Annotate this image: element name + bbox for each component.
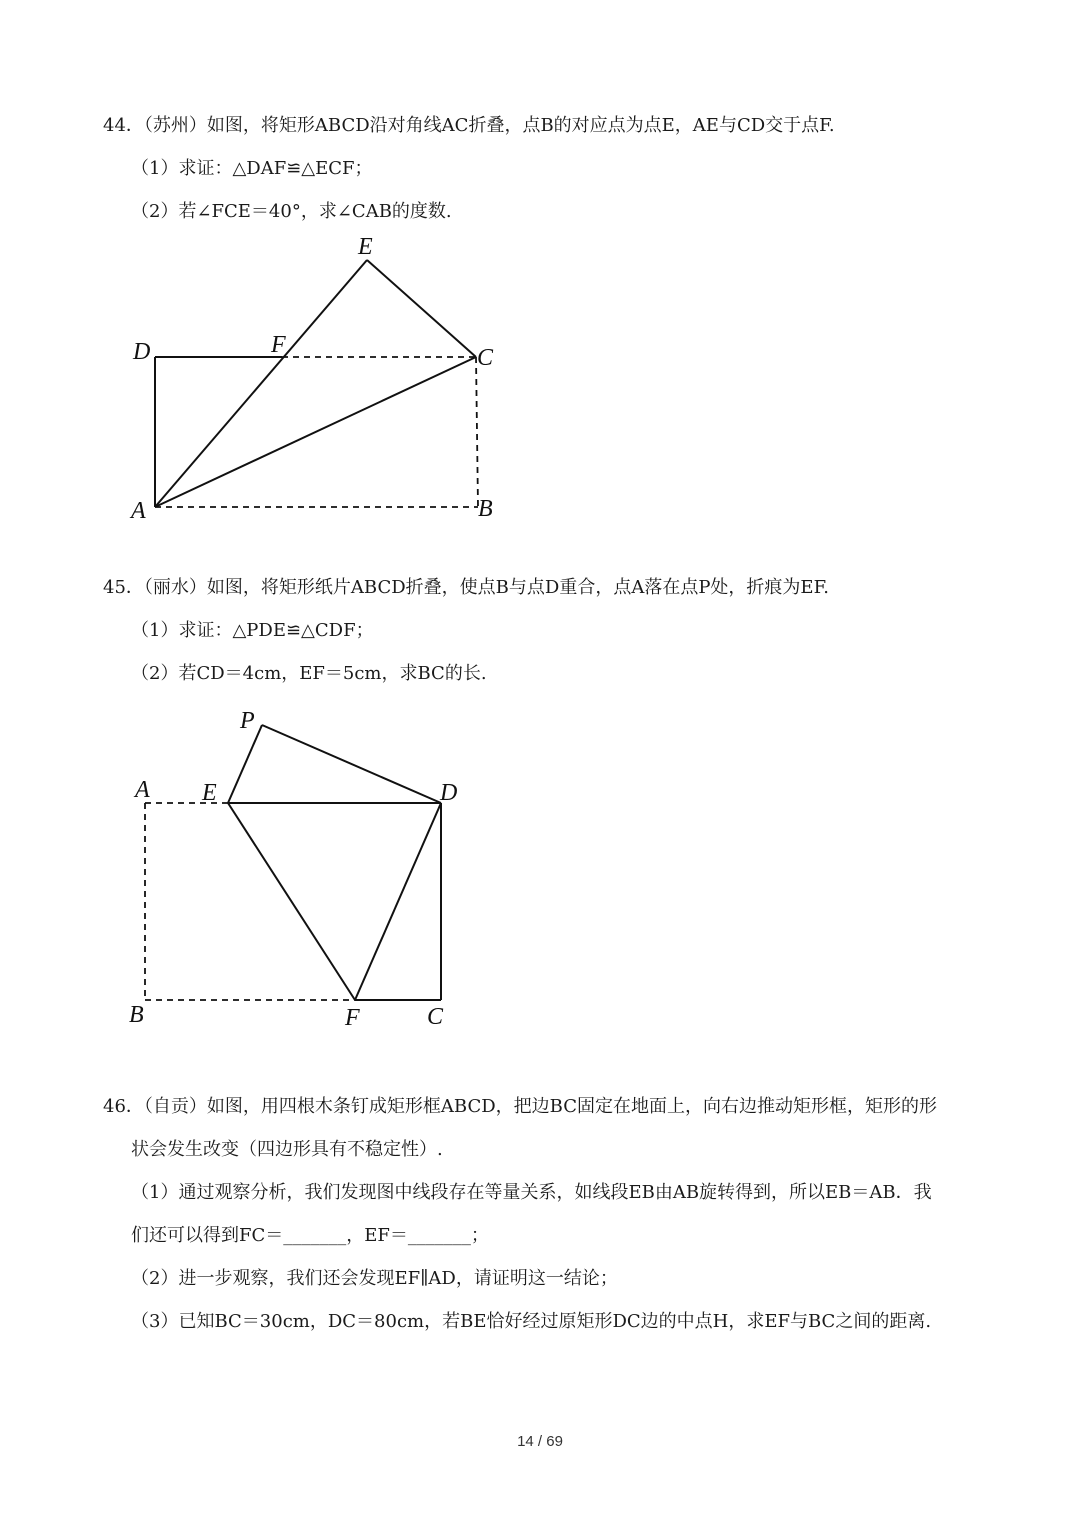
q44-segment-CB xyxy=(476,357,478,507)
q44-label-B: B xyxy=(478,496,493,522)
q45-label-F: F xyxy=(345,1005,360,1031)
q45-segment-EP xyxy=(228,725,262,803)
q45-label-C: C xyxy=(427,1004,444,1030)
q46-part2: （2）进一步观察，我们还会发现EF∥AD，请证明这一结论； xyxy=(131,1268,618,1289)
q44-part2: （2）若∠FCE＝40°，求∠CAB的度数. xyxy=(131,201,452,222)
q45-label-P: P xyxy=(240,708,255,734)
q45-segment-EF xyxy=(228,803,355,1000)
q46-part1-line1: （1）通过观察分析，我们发现图中线段存在等量关系，如线段EB由AB旋转得到，所以EB＝AB．我 xyxy=(131,1182,932,1203)
q45-label-D: D xyxy=(440,780,458,806)
q44-label-A: A xyxy=(131,498,146,524)
q45-stem: 45．（丽水）如图，将矩形纸片ABCD折叠，使点B与点D重合，点A落在点P处，折痕为EF. xyxy=(103,577,829,598)
q44-figure xyxy=(120,228,520,528)
q46-part3: （3）已知BC＝30cm，DC＝80cm，若BE恰好经过原矩形DC边的中点H，求EF与BC之间的距离. xyxy=(131,1311,932,1332)
q44-segment-AE xyxy=(155,260,367,507)
q45-part1: （1）求证：△PDE≌△CDF； xyxy=(131,620,374,641)
q44-label-F: F xyxy=(271,332,286,358)
q44-label-E: E xyxy=(358,234,373,260)
q46-part1-line2: 们还可以得到FC＝_______，EF＝_______； xyxy=(131,1225,489,1246)
q46-stem-line1: 46．（自贡）如图，用四根木条钉成矩形框ABCD，把边BC固定在地面上，向右边推动矩形框，矩形的形 xyxy=(103,1096,937,1117)
q46-stem-line2: 状会发生改变（四边形具有不稳定性）. xyxy=(131,1139,443,1160)
q45-label-B: B xyxy=(129,1002,144,1028)
q44-segment-EC xyxy=(367,260,476,357)
q45-figure xyxy=(120,700,480,1040)
q45-label-E: E xyxy=(202,780,217,806)
q44-part1: （1）求证：△DAF≌△ECF； xyxy=(131,158,373,179)
q45-label-A: A xyxy=(135,777,150,803)
q45-part2: （2）若CD＝4cm，EF＝5cm，求BC的长. xyxy=(131,663,487,684)
q44-stem: 44．（苏州）如图，将矩形ABCD沿对角线AC折叠，点B的对应点为点E，AE与CD交于点F. xyxy=(103,115,835,136)
q44-label-D: D xyxy=(133,339,151,365)
q45-segment-DF xyxy=(355,803,441,1000)
q44-label-C: C xyxy=(477,345,494,371)
q45-segment-PD xyxy=(262,725,441,803)
q44-segment-AC xyxy=(155,357,476,507)
page-number: 14 / 69 xyxy=(517,1433,563,1450)
